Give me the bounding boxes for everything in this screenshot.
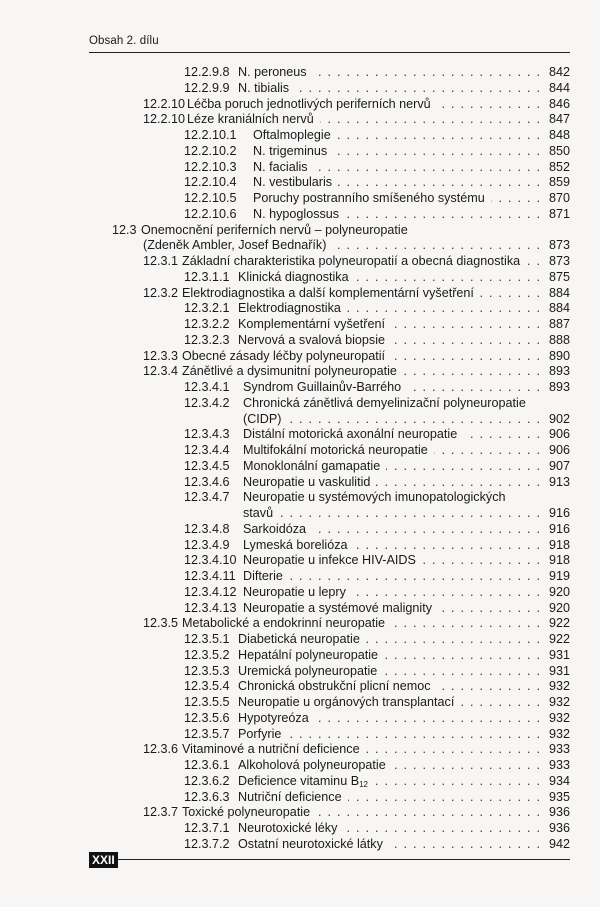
toc-entry-title-text: Zánětlivé a dysimunitní polyneuropatie <box>182 364 397 379</box>
toc-entry-page: 888 <box>548 332 570 347</box>
toc-entry <box>0 521 570 537</box>
dot-leader <box>374 773 540 789</box>
dot-leader <box>386 458 540 474</box>
toc-entry-number: 12.3.4.13 <box>184 600 237 615</box>
toc-entry <box>0 726 570 742</box>
toc-entry-page: 934 <box>548 773 570 788</box>
toc-entry-page: 847 <box>548 112 570 127</box>
toc-entry-number: 12.3.4.5 <box>184 458 230 473</box>
toc-entry <box>0 804 570 820</box>
toc-entry-title <box>243 458 380 474</box>
toc-entry-title <box>238 269 349 285</box>
dot-leader <box>389 836 540 852</box>
page-folio: XXII <box>89 852 118 868</box>
toc-entry-title <box>238 789 342 805</box>
dot-leader <box>287 726 540 742</box>
toc-entry-title <box>243 426 457 442</box>
toc-entry-title-text: Porfyrie <box>238 726 282 741</box>
toc-entry-title <box>238 64 307 80</box>
toc-entry-title <box>243 442 428 458</box>
toc-entry-number: 12.3.4.1 <box>184 380 230 394</box>
toc-entry-number: 12.2.10.5 <box>184 191 237 205</box>
toc-entry-page: 906 <box>548 427 570 442</box>
dot-leader <box>366 741 540 757</box>
toc-entry-title <box>238 678 431 694</box>
dot-leader <box>391 615 540 631</box>
toc-entry-number: 12.3.7.1 <box>184 821 230 835</box>
toc-entry <box>0 395 570 411</box>
toc-entry-title-text: Neuropatie a systémové malignity <box>243 600 432 615</box>
toc-entry-title <box>182 285 474 301</box>
toc-entry-page: 852 <box>548 159 570 174</box>
toc-entry <box>0 474 570 490</box>
toc-entry-page: 850 <box>548 143 570 158</box>
toc-entry-number: 12.3.2.2 <box>184 317 230 331</box>
toc-entry <box>0 269 570 285</box>
toc-entry-title <box>238 663 377 679</box>
toc-entry-title <box>238 726 281 742</box>
toc-entry-title-text: Nervová a svalová biopsie <box>238 332 386 347</box>
toc-entry-title-text: Difterie <box>243 569 283 583</box>
dot-leader <box>460 694 540 710</box>
toc-entry-title-text: Multifokální motorická neuropatie <box>243 443 428 457</box>
toc-entry <box>0 80 570 96</box>
toc-entry-title-text: Obecné zásady léčby polyneuropatií <box>182 348 386 363</box>
dot-leader <box>376 474 540 490</box>
dot-leader <box>391 332 540 348</box>
toc-entry-number: 12.3.6.3 <box>184 789 230 804</box>
toc-entry-number: 12.3.6.2 <box>184 773 230 788</box>
dot-leader <box>345 206 540 222</box>
dot-leader <box>279 505 540 521</box>
toc-entry <box>0 285 570 301</box>
toc-entry <box>0 174 570 190</box>
toc-entry-title <box>243 379 401 395</box>
dot-leader <box>437 678 540 694</box>
toc-entry-number: 12.3.1 <box>143 254 179 268</box>
toc-entry-title-text: Neuropatie u orgánových transplantací <box>238 695 455 709</box>
dot-leader <box>355 269 540 285</box>
toc-entry-title-text: Základní charakteristika polyneuropatií a obecná diagnostika <box>182 254 521 268</box>
dot-leader <box>354 537 540 553</box>
dot-leader <box>289 568 540 584</box>
toc-entry-title-text: Neurotoxické léky <box>238 821 338 835</box>
toc-entry-number: 12.3.5.3 <box>184 663 230 678</box>
dot-leader <box>391 316 540 332</box>
toc-entry-number: 12.3.4.10 <box>184 553 237 568</box>
toc-entry-number: 12.2.10.3 <box>184 159 237 174</box>
toc-entry-title-text: N. hypoglossus <box>253 206 340 221</box>
toc-entry-title <box>182 348 385 364</box>
toc-entry-page: 933 <box>548 742 570 757</box>
toc-entry-title <box>182 253 520 269</box>
toc-entry-number: 12.2.10.6 <box>184 206 237 221</box>
toc-entry-page: 893 <box>548 364 570 379</box>
dot-leader <box>333 143 540 159</box>
toc-entry-title <box>143 237 326 253</box>
dot-leader <box>287 411 540 427</box>
toc-entry-number: 12.2.10 <box>143 96 186 111</box>
toc-entry-number: 12.3.4.12 <box>184 584 237 599</box>
dot-leader <box>437 96 540 112</box>
toc-entry-page: 887 <box>548 317 570 331</box>
toc-entry-number: 12.3.2 <box>143 285 179 300</box>
toc-entry <box>0 222 570 238</box>
toc-entry-title-text: Neuropatie u vaskulitid <box>243 474 371 489</box>
toc-entry-title-text: N. facialis <box>253 159 308 174</box>
toc-entry <box>0 663 570 679</box>
toc-entry-title-text: Neuropatie u lepry <box>243 584 346 599</box>
toc-entry-number: 12.3.5.2 <box>184 647 230 662</box>
toc-entry-title-text: Alkoholová polyneuropatie <box>238 758 386 772</box>
toc-entry-title-text: Lymeská borelióza <box>243 537 348 552</box>
toc-entry-number: 12.3.2.3 <box>184 332 230 347</box>
dot-leader <box>315 710 540 726</box>
toc-entry <box>0 615 570 631</box>
toc-entry-page: 919 <box>548 569 570 583</box>
toc-entry-page: 932 <box>548 726 570 741</box>
toc-entry-title-text: Oftalmoplegie <box>253 128 331 142</box>
toc-entry-number: 12.3.5.6 <box>184 710 230 725</box>
dot-leader <box>434 442 540 458</box>
toc-entry-page: 936 <box>548 805 570 820</box>
toc-entry-title <box>238 820 337 836</box>
toc-entry-title-text: Sarkoidóza <box>243 521 307 536</box>
toc-entry-title <box>238 836 383 852</box>
toc-entry-number: 12.3.4.3 <box>184 427 230 442</box>
dot-leader <box>337 127 540 143</box>
toc-entry-title-text: Diabetická neuropatie <box>238 632 360 646</box>
toc-entry <box>0 789 570 805</box>
toc-entry <box>0 820 570 836</box>
toc-entry-page: 846 <box>548 96 570 111</box>
toc-entry-page: 918 <box>548 537 570 552</box>
toc-entry-page: 942 <box>548 836 570 851</box>
toc-entry-number: 12.3.4.9 <box>184 537 230 552</box>
dot-leader <box>438 600 540 616</box>
toc-entry-number: 12.3.5.1 <box>184 632 230 646</box>
toc-entry <box>0 773 570 789</box>
toc-entry <box>0 363 570 379</box>
toc-entry-number: 12.3.4.2 <box>184 395 230 410</box>
toc-entry-title <box>243 395 526 411</box>
toc-entry-title <box>238 757 386 773</box>
toc-entry-title-text: Onemocnění periferních nervů – polyneuropatie <box>141 222 408 237</box>
dot-leader <box>295 80 540 96</box>
toc-entry-page: 859 <box>548 175 570 190</box>
toc-entry-page: 935 <box>548 789 570 804</box>
dot-leader <box>338 174 540 190</box>
toc-entry-page: 920 <box>548 600 570 615</box>
toc-entry-title-text: Hepatální polyneuropatie <box>238 647 379 662</box>
toc-entry <box>0 159 570 175</box>
toc-entry <box>0 190 570 206</box>
toc-entry-number: 12.3.7 <box>143 805 179 820</box>
toc-entry <box>0 489 570 505</box>
toc-entry-number: 12.2.9.9 <box>184 80 230 95</box>
toc-entry-page: 906 <box>548 443 570 457</box>
dot-leader <box>314 159 540 175</box>
toc-entry <box>0 332 570 348</box>
toc-entry-title-text: N. tibialis <box>238 80 290 95</box>
toc-entry-number: 12.3.6.1 <box>184 758 230 772</box>
toc-entry-number: 12.3.4.11 <box>184 569 236 583</box>
dot-leader <box>332 237 540 253</box>
toc-entry <box>0 348 570 364</box>
toc-entry-page: 871 <box>548 206 570 221</box>
toc-entry-title <box>243 411 281 427</box>
toc-entry-page: 873 <box>548 238 570 253</box>
toc-entry-title-text: Komplementární vyšetření <box>238 317 385 331</box>
toc-entry-page: 916 <box>548 521 570 536</box>
toc-entry-number: 12.3.5.5 <box>184 695 230 709</box>
dot-leader <box>422 552 540 568</box>
toc-entry-number: 12.2.10 <box>143 112 186 127</box>
toc-entry-page: 870 <box>548 191 570 205</box>
toc-entry-number: 12.3.7.2 <box>184 836 230 851</box>
toc-entry <box>0 678 570 694</box>
toc-entry-number: 12.2.10.4 <box>184 175 237 190</box>
toc-entry <box>0 584 570 600</box>
toc-entry-page: 936 <box>548 821 570 835</box>
toc-entry-page: 933 <box>548 758 570 772</box>
toc-entry-title-text: Uremická polyneuropatie <box>238 663 378 678</box>
dot-leader <box>313 64 540 80</box>
toc-entry-page: 913 <box>548 474 570 489</box>
toc-entry-title <box>238 300 341 316</box>
toc-entry <box>0 143 570 159</box>
dot-leader <box>526 253 540 269</box>
toc-entry-title <box>243 584 346 600</box>
toc-entry-number: 12.3.4.8 <box>184 521 230 536</box>
toc-entry <box>0 237 570 253</box>
toc-entry-title <box>238 631 360 647</box>
toc-entry-number: 12.3.6 <box>143 742 179 757</box>
toc-entry <box>0 300 570 316</box>
toc-entry-title-text: Hypotyreóza <box>238 710 309 725</box>
toc-entry-title <box>243 521 306 537</box>
header-rule <box>89 52 570 53</box>
toc-entry-title-text: Toxické polyneuropatie <box>182 805 311 820</box>
toc-entry-title <box>187 111 314 127</box>
toc-entry-page: 932 <box>548 679 570 694</box>
toc-entry <box>0 600 570 616</box>
dot-leader <box>403 363 540 379</box>
toc-entry <box>0 710 570 726</box>
toc-entry-title-text: N. peroneus <box>238 65 307 79</box>
toc-entry <box>0 111 570 127</box>
toc-entry-title-text: Monoklonální gamapatie <box>243 458 381 473</box>
toc-entry-title <box>253 174 332 190</box>
toc-entry <box>0 442 570 458</box>
dot-leader <box>392 757 540 773</box>
dot-leader <box>316 804 540 820</box>
toc-entry-page: 932 <box>548 710 570 725</box>
toc-entry-title <box>182 804 310 820</box>
toc-entry <box>0 552 570 568</box>
dot-leader <box>348 789 540 805</box>
toc-entry-title <box>238 647 378 663</box>
toc-entry <box>0 411 570 427</box>
toc-entry-number: 12.3.3 <box>143 348 179 363</box>
toc-entry-page: 918 <box>548 553 570 568</box>
toc-entry-title-text: Nutriční deficience <box>238 789 342 804</box>
toc-entry-title-text: Deficience vitaminu B <box>238 773 360 788</box>
toc-entry-number: 12.2.10.1 <box>184 128 237 142</box>
toc-entry <box>0 426 570 442</box>
toc-entry-title <box>238 710 309 726</box>
toc-entry-page: 931 <box>548 647 570 662</box>
dot-leader <box>343 820 540 836</box>
toc-entry-title-text: N. vestibularis <box>253 175 333 190</box>
toc-entry-title <box>238 773 368 789</box>
dot-leader <box>384 647 540 663</box>
toc-entry-number: 12.3.5.7 <box>184 726 230 741</box>
toc-entry <box>0 253 570 269</box>
toc-entry-page: 884 <box>548 301 570 316</box>
running-head: Obsah 2. dílu <box>89 35 159 47</box>
toc-entry <box>0 458 570 474</box>
toc-entry-page: 842 <box>548 65 570 79</box>
toc-entry-page: 922 <box>548 632 570 646</box>
toc-entry-title-text: Klinická diagnostika <box>238 269 349 284</box>
toc-entry-number: 12.3.4.6 <box>184 474 230 489</box>
toc-entry-title <box>238 80 289 96</box>
toc-entry-title <box>253 159 308 175</box>
toc-entry-title-text: Léčba poruch jednotlivých periferních nervů <box>187 96 431 111</box>
toc-entry-title-text: (Zdeněk Ambler, Josef Bednařík) <box>143 238 327 253</box>
toc-entry-page: 890 <box>548 348 570 363</box>
toc-entry-number: 12.3.5 <box>143 616 179 631</box>
toc-entry-title-text: Neuropatie u infekce HIV-AIDS <box>243 553 416 568</box>
toc-entry <box>0 316 570 332</box>
toc-entry-number: 12.2.10.2 <box>184 143 237 158</box>
toc-entry <box>0 379 570 395</box>
toc-entry-page: 844 <box>548 80 570 95</box>
toc-entry-title <box>141 222 408 238</box>
toc-entry-page: 884 <box>548 285 570 300</box>
toc-entry <box>0 96 570 112</box>
toc-entry-title <box>243 474 370 490</box>
toc-entry-number: 12.3.2.1 <box>184 301 230 316</box>
toc-entry-number: 12.3.5.4 <box>184 679 230 694</box>
toc-entry-number: 12.3.1.1 <box>184 269 230 284</box>
toc-entry-title <box>182 615 385 631</box>
toc-entry-page: 893 <box>548 380 570 394</box>
toc-entry-title <box>243 489 506 505</box>
toc-entry <box>0 631 570 647</box>
toc-entry-number: 12.3.4 <box>143 364 179 379</box>
toc-entry-title-text: Chronická obstrukční plicní nemoc <box>238 679 431 694</box>
dot-leader <box>383 663 540 679</box>
toc-entry-page: 875 <box>548 269 570 284</box>
toc-entry-title <box>243 568 283 584</box>
toc-entry-title <box>253 206 339 222</box>
dot-leader <box>320 111 540 127</box>
toc-entry-title <box>182 363 397 379</box>
toc-entry-title <box>253 190 485 206</box>
toc-entry-page: 922 <box>548 616 570 631</box>
toc-entry <box>0 505 570 521</box>
footer-rule <box>89 859 570 860</box>
toc-entry-title-text: (CIDP) <box>243 411 282 426</box>
toc-entry-title <box>182 741 360 757</box>
toc-entry-title-text: Ostatní neurotoxické látky <box>238 836 383 851</box>
toc-entry-number: 12.3.4.4 <box>184 443 230 457</box>
dot-leader <box>391 348 540 364</box>
toc-entry <box>0 836 570 852</box>
toc-entry-title <box>243 552 416 568</box>
toc-entry-title <box>243 600 432 616</box>
dot-leader <box>463 426 540 442</box>
toc-entry-title <box>253 127 331 143</box>
dot-leader <box>491 190 540 206</box>
toc-entry-title-text: stavů <box>243 506 274 520</box>
toc-entry-title-text: Elektrodiagnostika <box>238 301 341 316</box>
toc-entry-number: 12.2.9.8 <box>184 65 230 79</box>
toc-entry-page: 931 <box>548 663 570 678</box>
toc-entry-title-text: Poruchy postranního smíšeného systému <box>253 191 485 205</box>
toc-entry-page: 902 <box>548 411 570 426</box>
dot-leader <box>312 521 540 537</box>
toc-entry <box>0 694 570 710</box>
toc-entry-number: 12.3 <box>112 222 137 237</box>
toc-entry-title <box>243 537 348 553</box>
dot-leader <box>352 584 540 600</box>
toc-entry <box>0 127 570 143</box>
toc-entry-page: 916 <box>548 506 570 520</box>
toc-entry-page: 907 <box>548 458 570 473</box>
toc-entry-number: 12.3.4.7 <box>184 490 230 505</box>
toc-entry-page: 873 <box>548 254 570 268</box>
toc-entry <box>0 64 570 80</box>
toc-entry-title <box>238 316 385 332</box>
toc-entry <box>0 206 570 222</box>
toc-entry-page: 848 <box>548 128 570 142</box>
toc-entry-title <box>253 143 327 159</box>
toc-entry <box>0 537 570 553</box>
toc-entry-title <box>238 332 385 348</box>
toc-entry-title-text: Distální motorická axonální neuropatie <box>243 427 458 442</box>
toc-entry <box>0 757 570 773</box>
toc-entry-title <box>243 505 273 521</box>
subscript: 12 <box>359 779 368 789</box>
toc-entry <box>0 741 570 757</box>
toc-entry-title-text: Metabolické a endokrinní neuropatie <box>182 616 386 631</box>
dot-leader <box>366 631 540 647</box>
toc-entry <box>0 568 570 584</box>
dot-leader <box>407 379 540 395</box>
toc-entry <box>0 647 570 663</box>
toc-entry-page: 932 <box>548 695 570 709</box>
toc-entry-title-text: Syndrom Guillainův-Barrého <box>243 380 402 394</box>
toc-entry-title <box>187 96 431 112</box>
toc-entry-title-text: Léze kraniálních nervů <box>187 112 314 127</box>
toc-entry-title-text: Neuropatie u systémových imunopatologických <box>243 490 506 505</box>
toc-entry-page: 920 <box>548 584 570 599</box>
dot-leader <box>480 285 540 301</box>
toc-entry-title <box>238 694 454 710</box>
toc-entry-title-text: Elektrodiagnostika a další komplementární vyšetření <box>182 285 474 300</box>
dot-leader <box>347 300 540 316</box>
toc-entry-title-text: N. trigeminus <box>253 143 328 158</box>
toc-entry-title-text: Chronická zánětlivá demyelinizační polyneuropatie <box>243 395 526 410</box>
toc-entry-title-text: Vitaminové a nutriční deficience <box>182 742 360 757</box>
